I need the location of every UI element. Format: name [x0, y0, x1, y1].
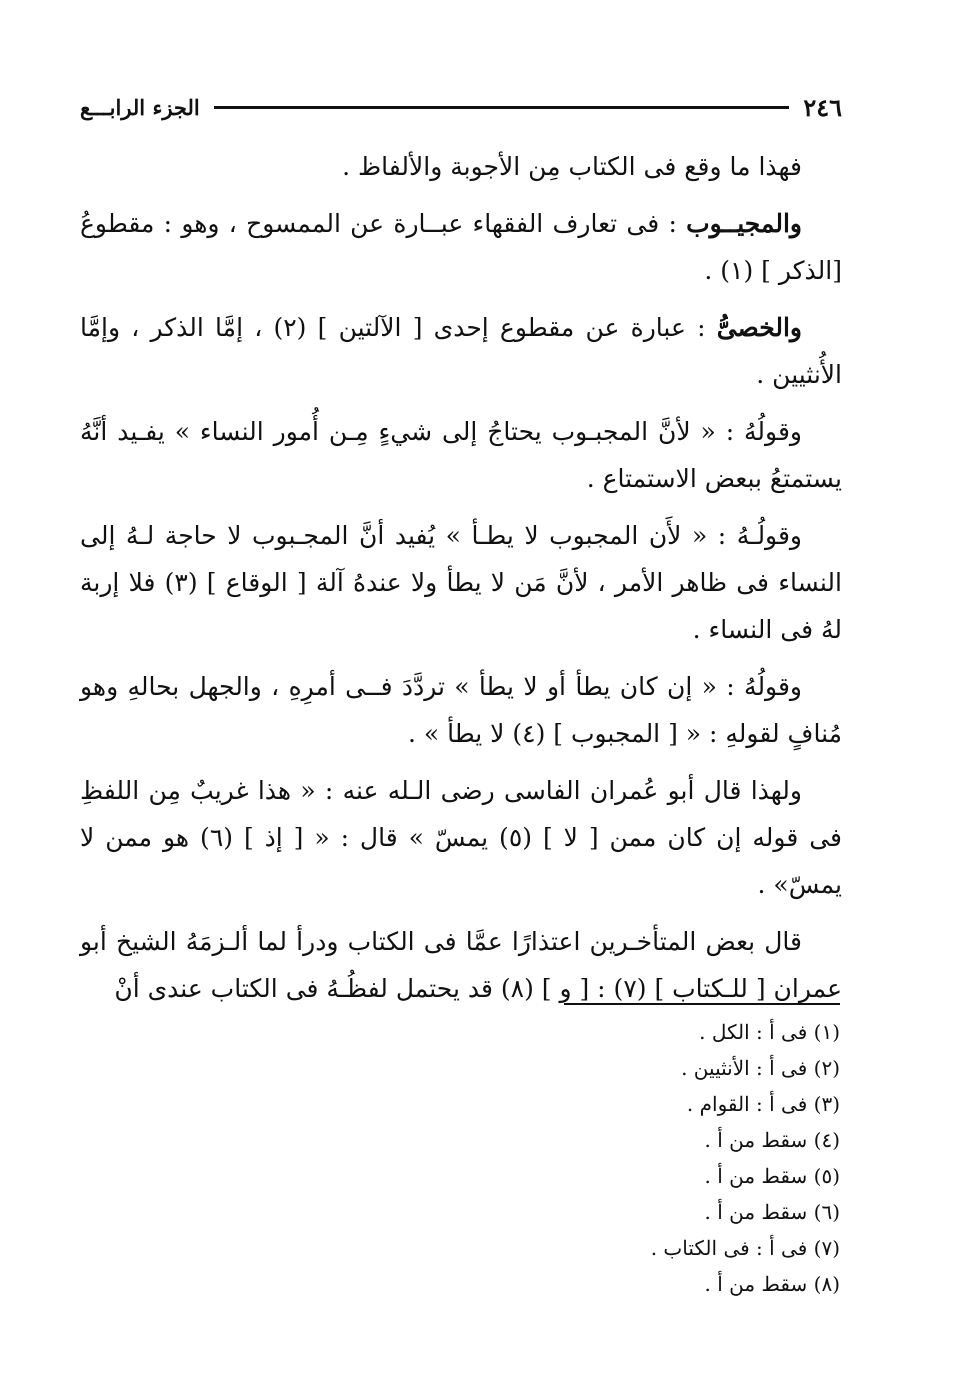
- paragraph-2-text: : فى تعارف الفقهاء عبــارة عن الممسوح ، وهو : مقطوعُ [الذكر ] (١) .: [80, 209, 842, 285]
- footnote-8: (٨) سقط من أ .: [704, 1272, 840, 1296]
- term-khasi: والخصىُّ: [716, 313, 802, 342]
- paragraph-3: [80, 304, 842, 398]
- paragraph-4: وقولُهُ : « لأنَّ المجبـوب يحتاجُ إلى شيءٍ مِـن أُمور النساء » يفـيد أنَّهُ يستمتعُ ببعض الاستمتاع .: [80, 417, 842, 493]
- paragraph-2: [80, 200, 842, 294]
- footnote-2: (٢) فى أ : الأنثيين .: [681, 1056, 840, 1080]
- page-number: ٢٤٦: [803, 92, 842, 122]
- term-majbub: والمجيــوب: [686, 209, 802, 238]
- paragraph-1: فهذا ما وقع فى الكتاب مِن الأجوبة والألفاظ .: [342, 152, 802, 181]
- footnote-1: (١) فى أ : الكل .: [699, 1020, 840, 1044]
- main-text: [80, 143, 842, 1022]
- paragraph-8: قال بعض المتأخـرين اعتذارًا عمَّا فى الكتاب ودرأ لما ألـزمَهُ الشيخ أبو عمران [ للـكتاب ] (٧) : [ و ] (٨) قد يحتمل لفظُـهُ فى الكتاب عندى أنْ: [80, 927, 842, 1003]
- paragraph-5: وقولُـهُ : « لأَن المجبوب لا يطـأ » يُفيد أنَّ المجـبوب لا حاجة لـهُ إلى النساء فى ظاهر الأمر ، لأنَّ مَن لا يطأ ولا عندهُ آلة [ الوقاع ] (٣) فلا إربة لهُ فى النساء .: [80, 521, 842, 644]
- footnote-7: (٧) فى أ : فى الكتاب .: [650, 1236, 840, 1260]
- paragraph-6: وقولُهُ : « إن كان يطأ أو لا يطأ » تردَّدَ فــى أمرِهِ ، والجهل بحالهِ وهو مُنافٍ لقولهِ : « [ المجبوب ] (٤) لا يطأ » .: [80, 672, 842, 748]
- footnote-6: (٦) سقط من أ .: [704, 1200, 840, 1224]
- paragraph-3-text: : عبارة عن مقطوع إحدى [ الآلتين ] (٢) ، إمَّا الذكر ، وإمَّا الأُنثيين .: [80, 313, 842, 389]
- footnote-5: (٥) سقط من أ .: [704, 1164, 840, 1188]
- footnote-4: (٤) سقط من أ .: [704, 1128, 840, 1152]
- footnote-separator: [564, 1003, 840, 1005]
- footnote-3: (٣) فى أ : القوام .: [686, 1092, 840, 1116]
- header-rule: [214, 106, 790, 109]
- footnotes-list: [80, 1014, 840, 1302]
- page-header: [80, 92, 842, 122]
- paragraph-7: ولهذا قال أبو عُمران الفاسى رضى الـله عنه : « هذا غريبٌ مِن اللفظِ فى قوله إن كان ممن [ لا ] (٥) يمسّ » قال : « [ إذ ] (٦) هو ممن لا يمسّ» .: [80, 776, 843, 899]
- running-head: الجزء الرابـــع: [80, 94, 200, 120]
